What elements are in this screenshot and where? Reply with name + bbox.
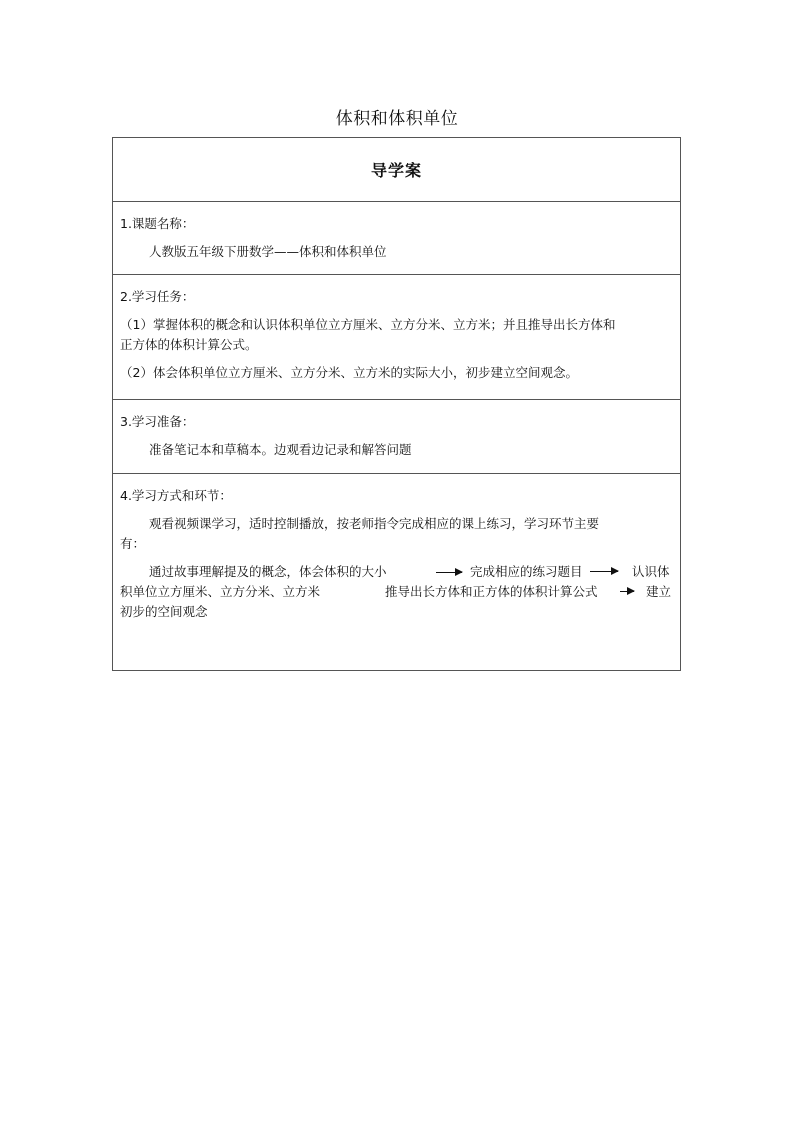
task-item-1-line2: 正方体的体积计算公式。 — [120, 337, 258, 352]
section-learning-tasks — [113, 274, 680, 399]
flow-step-5-start: 建立 — [646, 584, 672, 599]
task-item-1 — [120, 315, 673, 355]
table-heading-row — [113, 138, 680, 201]
section-label: 3.学习准备： — [120, 414, 195, 429]
task-item-2: （2）体会体积单位立方厘米、立方分米、立方米的实际大小，初步建立空间观念。 — [120, 365, 578, 380]
section-label: 4.学习方式和环节： — [120, 488, 232, 503]
preparation-content: 准备笔记本和草稿本。边观看边记录和解答问题 — [149, 442, 412, 457]
flow-step-4: 推导出长方体和正方体的体积计算公式 — [385, 584, 598, 599]
section-label: 2.学习任务： — [120, 289, 195, 304]
flow-step-5-end: 初步的空间观念 — [120, 604, 208, 619]
method-intro-line1: 观看视频课学习，适时控制播放，按老师指令完成相应的课上练习，学习环节主要 — [149, 516, 600, 531]
arrow-right-icon — [590, 571, 618, 572]
flow-step-3-start: 认识体 — [632, 564, 670, 579]
section-topic-name — [113, 201, 680, 274]
section-learning-preparation — [113, 399, 680, 473]
arrow-right-icon — [620, 591, 634, 592]
flow-step-1: 通过故事理解提及的概念，体会体积的大小 — [149, 564, 387, 579]
document-title: 体积和体积单位 — [335, 109, 459, 129]
section-label: 1.课题名称： — [120, 216, 195, 231]
learning-flow — [120, 562, 673, 622]
arrow-right-icon — [436, 572, 462, 573]
task-item-1-line1: （1）掌握体积的概念和认识体积单位立方厘米、立方分米、立方米；并且推导出长方体和 — [120, 317, 616, 332]
flow-step-3-end: 积单位立方厘米、立方分米、立方米 — [120, 584, 321, 599]
method-intro — [120, 514, 673, 554]
flow-step-2: 完成相应的练习题目 — [470, 564, 583, 579]
section-learning-method — [113, 473, 680, 670]
table-heading: 导学案 — [370, 161, 422, 180]
study-guide-table — [112, 137, 681, 671]
method-intro-line2: 有： — [120, 536, 146, 551]
topic-content: 人教版五年级下册数学——体积和体积单位 — [149, 244, 387, 259]
